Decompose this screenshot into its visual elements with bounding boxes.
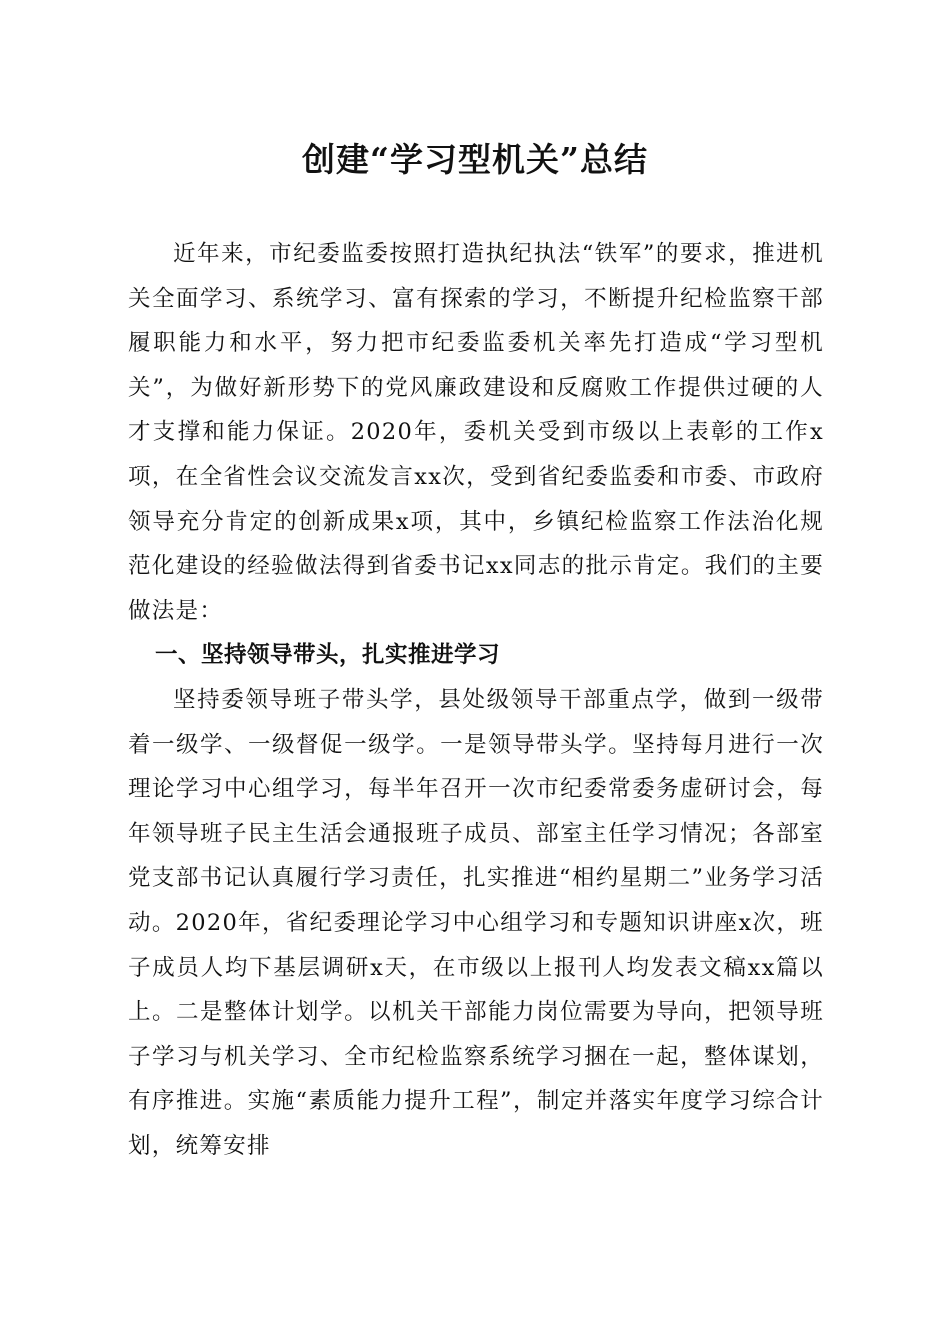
section-heading: 一、坚持领导带头，扎实推进学习 xyxy=(155,642,501,669)
document-body xyxy=(128,232,824,1168)
document-title: 创建“学习型机关”总结 xyxy=(302,140,648,179)
intro-paragraph: 近年来，市纪委监委按照打造执纪执法“铁军”的要求，推进机关全面学习、系统学习、富有探索的学习，不断提升纪检监察干部履职能力和水平，努力把市纪委监委机关率先打造成“学习型机关”，为做好新形势下的党风廉政建设和反腐败工作提供过硬的人才支撑和能力保证。2020年，委机关受到市级以上表彰的工作x项，在全省性会议交流发言xx次，受到省纪委监委和市委、市政府领导充分肯定的创新成果x项，其中，乡镇纪检监察工作法治化规范化建设的经验做法得到省委书记xx同志的批示肯定。我们的主要做法是： xyxy=(128,241,824,624)
section-paragraph: 坚持委领导班子带头学，县处级领导干部重点学，做到一级带着一级学、一级督促一级学。一是领导带头学。坚持每月进行一次理论学习中心组学习，每半年召开一次市纪委常委务虚研讨会，每年领导班子民主生活会通报班子成员、部室主任学习情况；各部室党支部书记认真履行学习责任，扎实推进“相约星期二”业务学习活动。2020年，省纪委理论学习中心组学习和专题知识讲座x次，班子成员人均下基层调研x天，在市级以上报刊人均发表文稿xx篇以上。二是整体计划学。以机关干部能力岗位需要为导向，把领导班子学习与机关学习、全市纪检监察系统学习捆在一起，整体谋划，有序推进。实施“素质能力提升工程”，制定并落实年度学习综合计划，统筹安排 xyxy=(128,686,824,1159)
